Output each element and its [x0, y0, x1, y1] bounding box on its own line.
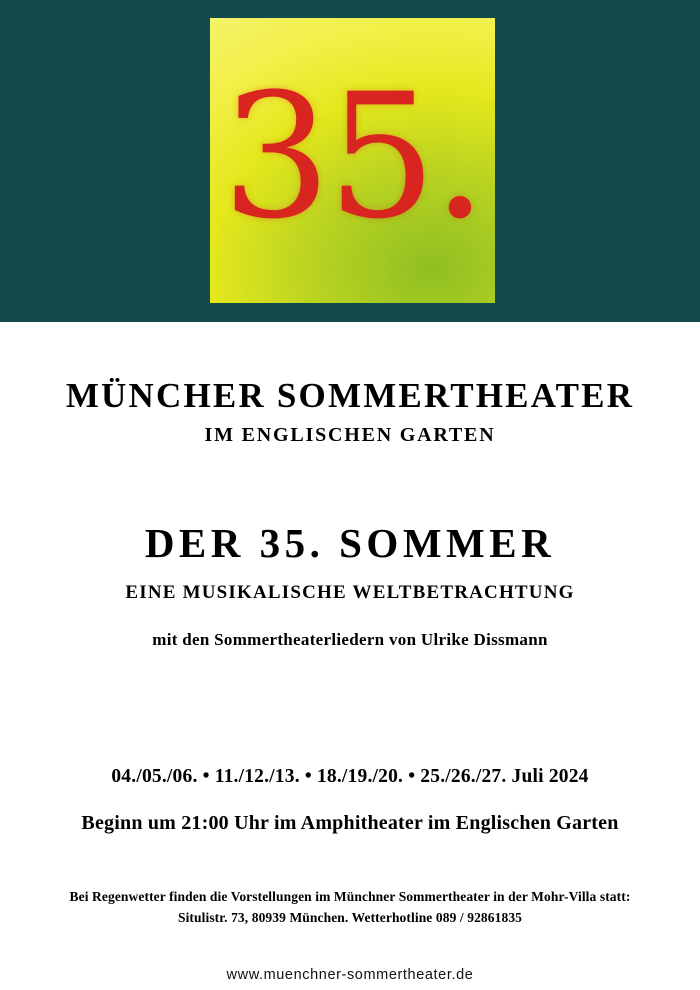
- show-credit: mit den Sommertheaterliedern von Ulrike Dissmann: [152, 629, 548, 649]
- website-link[interactable]: www.muenchner-sommertheater.de: [226, 966, 474, 983]
- company-name: MÜNCHER SOMMERTHEATER: [65, 376, 635, 415]
- poster-content: [0, 322, 700, 990]
- company-subtitle: IM ENGLISCHEN GARTEN: [204, 423, 496, 446]
- rain-notice-line-1: Bei Regenwetter finden die Vorstellungen im Münchner Sommertheater in der Mohr-Villa statt:: [69, 888, 631, 904]
- anniversary-number: 35.: [221, 55, 484, 257]
- performance-time: Beginn um 21:00 Uhr im Amphitheater im Englischen Garten: [81, 811, 619, 834]
- performance-dates: 04./05./06. • 11./12./13. • 18./19./20. • 25./26./27. Juli 2024: [111, 765, 589, 787]
- artwork-square: [210, 18, 495, 303]
- poster-banner: [0, 0, 700, 322]
- rain-notice-line-2: Situlistr. 73, 80939 München. Wetterhotline 089 / 92861835: [177, 909, 523, 925]
- show-title: DER 35. SOMMER: [144, 519, 556, 566]
- rain-notice: [0, 835, 700, 929]
- show-subtitle: EINE MUSIKALISCHE WELTBETRACHTUNG: [125, 581, 575, 603]
